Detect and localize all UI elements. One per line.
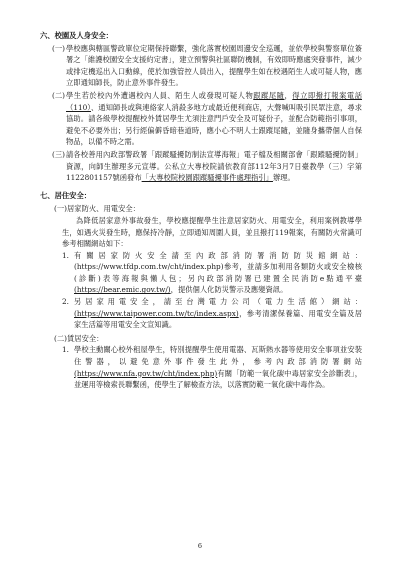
section-7-title: 七、居住安全： — [40, 190, 92, 200]
item-text-mid: ， — [284, 90, 293, 100]
list-text-pre: 另居家用電安全，請至台灣電力公司（電力生活館）網站： — [74, 297, 362, 307]
list-text-post: 有關「防範一氧化碳中毒居家安全診斷表」，並運用等檢索長聯繫函，使學生了解檢查方法，以落實防範一氧化碳中毒作為。 — [74, 368, 362, 390]
list-item — [62, 250, 362, 296]
subsection-fire-electric-intro: 為降低居家意外事故發生，學校應提醒學生注意居家防火、用電安全，利用案例教導學生，如遇火災發生時，應保持冷靜，立即通知周圍人員，並且撥打119報案，有關防火常識可參考相關網站如下： — [62, 215, 362, 249]
subsection-fire-electric-title: (一)居家防火、用電安全： — [54, 204, 140, 214]
item-text-1: 請各校善用內政部警政署「跟蹤騷擾防制法宣導海報」電子檔及相關部會「跟蹤騷擾防制」資源，向師生辦理多元宣導。公私立大專校院請依教育部112年3月7日臺教學（三）字第1122801157號函發布 — [66, 149, 362, 183]
list-number: 1. — [62, 345, 69, 355]
list-text-post: ，提供個人化防災警示及應變資訊。 — [170, 285, 288, 295]
item-text-pre: 學生若於校內外遭遇校內人員、陌生人或發現可疑人物 — [66, 90, 254, 100]
list-number: 1. — [62, 250, 69, 260]
list-item — [62, 344, 362, 390]
section-6-item-1 — [52, 43, 362, 89]
list-text-pre: 學校主動關心校外租屋學生，特別提醒學生使用電器、瓦斯熱水器等使用安全事項並安裝住警器，以避免意外事件發生此外，參考內政部消防署網站 — [74, 345, 362, 367]
item-text-2: 辦理。 — [272, 173, 295, 183]
underlined-phrase-stalking: 跟蹤尾隨 — [253, 90, 285, 100]
item-text: 學校應與轄區警政單位定期保持聯繫，強化落實校園周邊安全巡邏，並依學校與警察單位簽署之「維護校園安全支援約定書」，建立預警與社區聯防機制，有效即時應處突發事件，減少或排定機巡出入口動線，使於加強管控人員出入，提醒學生如在校遇陌生人或可疑人物，應立即通知師長，防止意外事件發生。 — [66, 43, 362, 88]
list-text-post: ，參考清潔保養篇、用電安全篇及居家生活篇等用電安全文宣知識。 — [74, 308, 362, 330]
subsection-rental-title: (二)賃居安全： — [54, 333, 104, 343]
section-6-title: 六、校園及人身安全： — [40, 31, 113, 40]
item-text-rest: 、通知師長或與連絡家人消殺多地方或最近便利商店，大聲喊叫吸引民眾注意，尋求協助。請各級學校提醒校外賃居學生尤須注意門戶安全及可疑份子，並配合防範指引事項，避免不必要外出；另行經偏僻昏暗巷道時，應小心不明人士跟蹤尾隨，並隨身攜帶個人自保物品，以備不時之需。 — [66, 102, 363, 147]
list-item — [62, 296, 362, 331]
page-number: 6 — [197, 542, 203, 550]
underlined-phrase-call-110: 得立即撥打報案電話（110） — [66, 90, 363, 112]
item-number: (三) — [52, 149, 65, 159]
section-6-item-3 — [52, 149, 362, 184]
list-number: 2. — [62, 297, 69, 307]
link-nfa[interactable]: (https://www.nfa.gov.tw/cht/index.php) — [74, 368, 218, 378]
link-emic[interactable]: (https://bear.emic.gov.tw/) — [74, 285, 171, 295]
list-text-pre: 有關居家防火安全請至內政部消防署消防防災館網站：(https://www.tfdp.com.tw/cht/index.php)參考，並請多加利用各類防火或安全檢核(診斷)表等海報與懶人包；另內政部消防署已建置全民消防e點通平臺 — [74, 250, 362, 283]
section-6-item-2 — [52, 90, 362, 148]
link-taipower[interactable]: (https://www.taipower.com.tw/tc/index.aspx) — [74, 308, 239, 318]
underlined-guideline-title: 「大專校院校園跟蹤騷擾事件處理指引」 — [141, 173, 273, 183]
item-number: (一) — [52, 43, 65, 53]
item-number: (二) — [52, 90, 65, 100]
